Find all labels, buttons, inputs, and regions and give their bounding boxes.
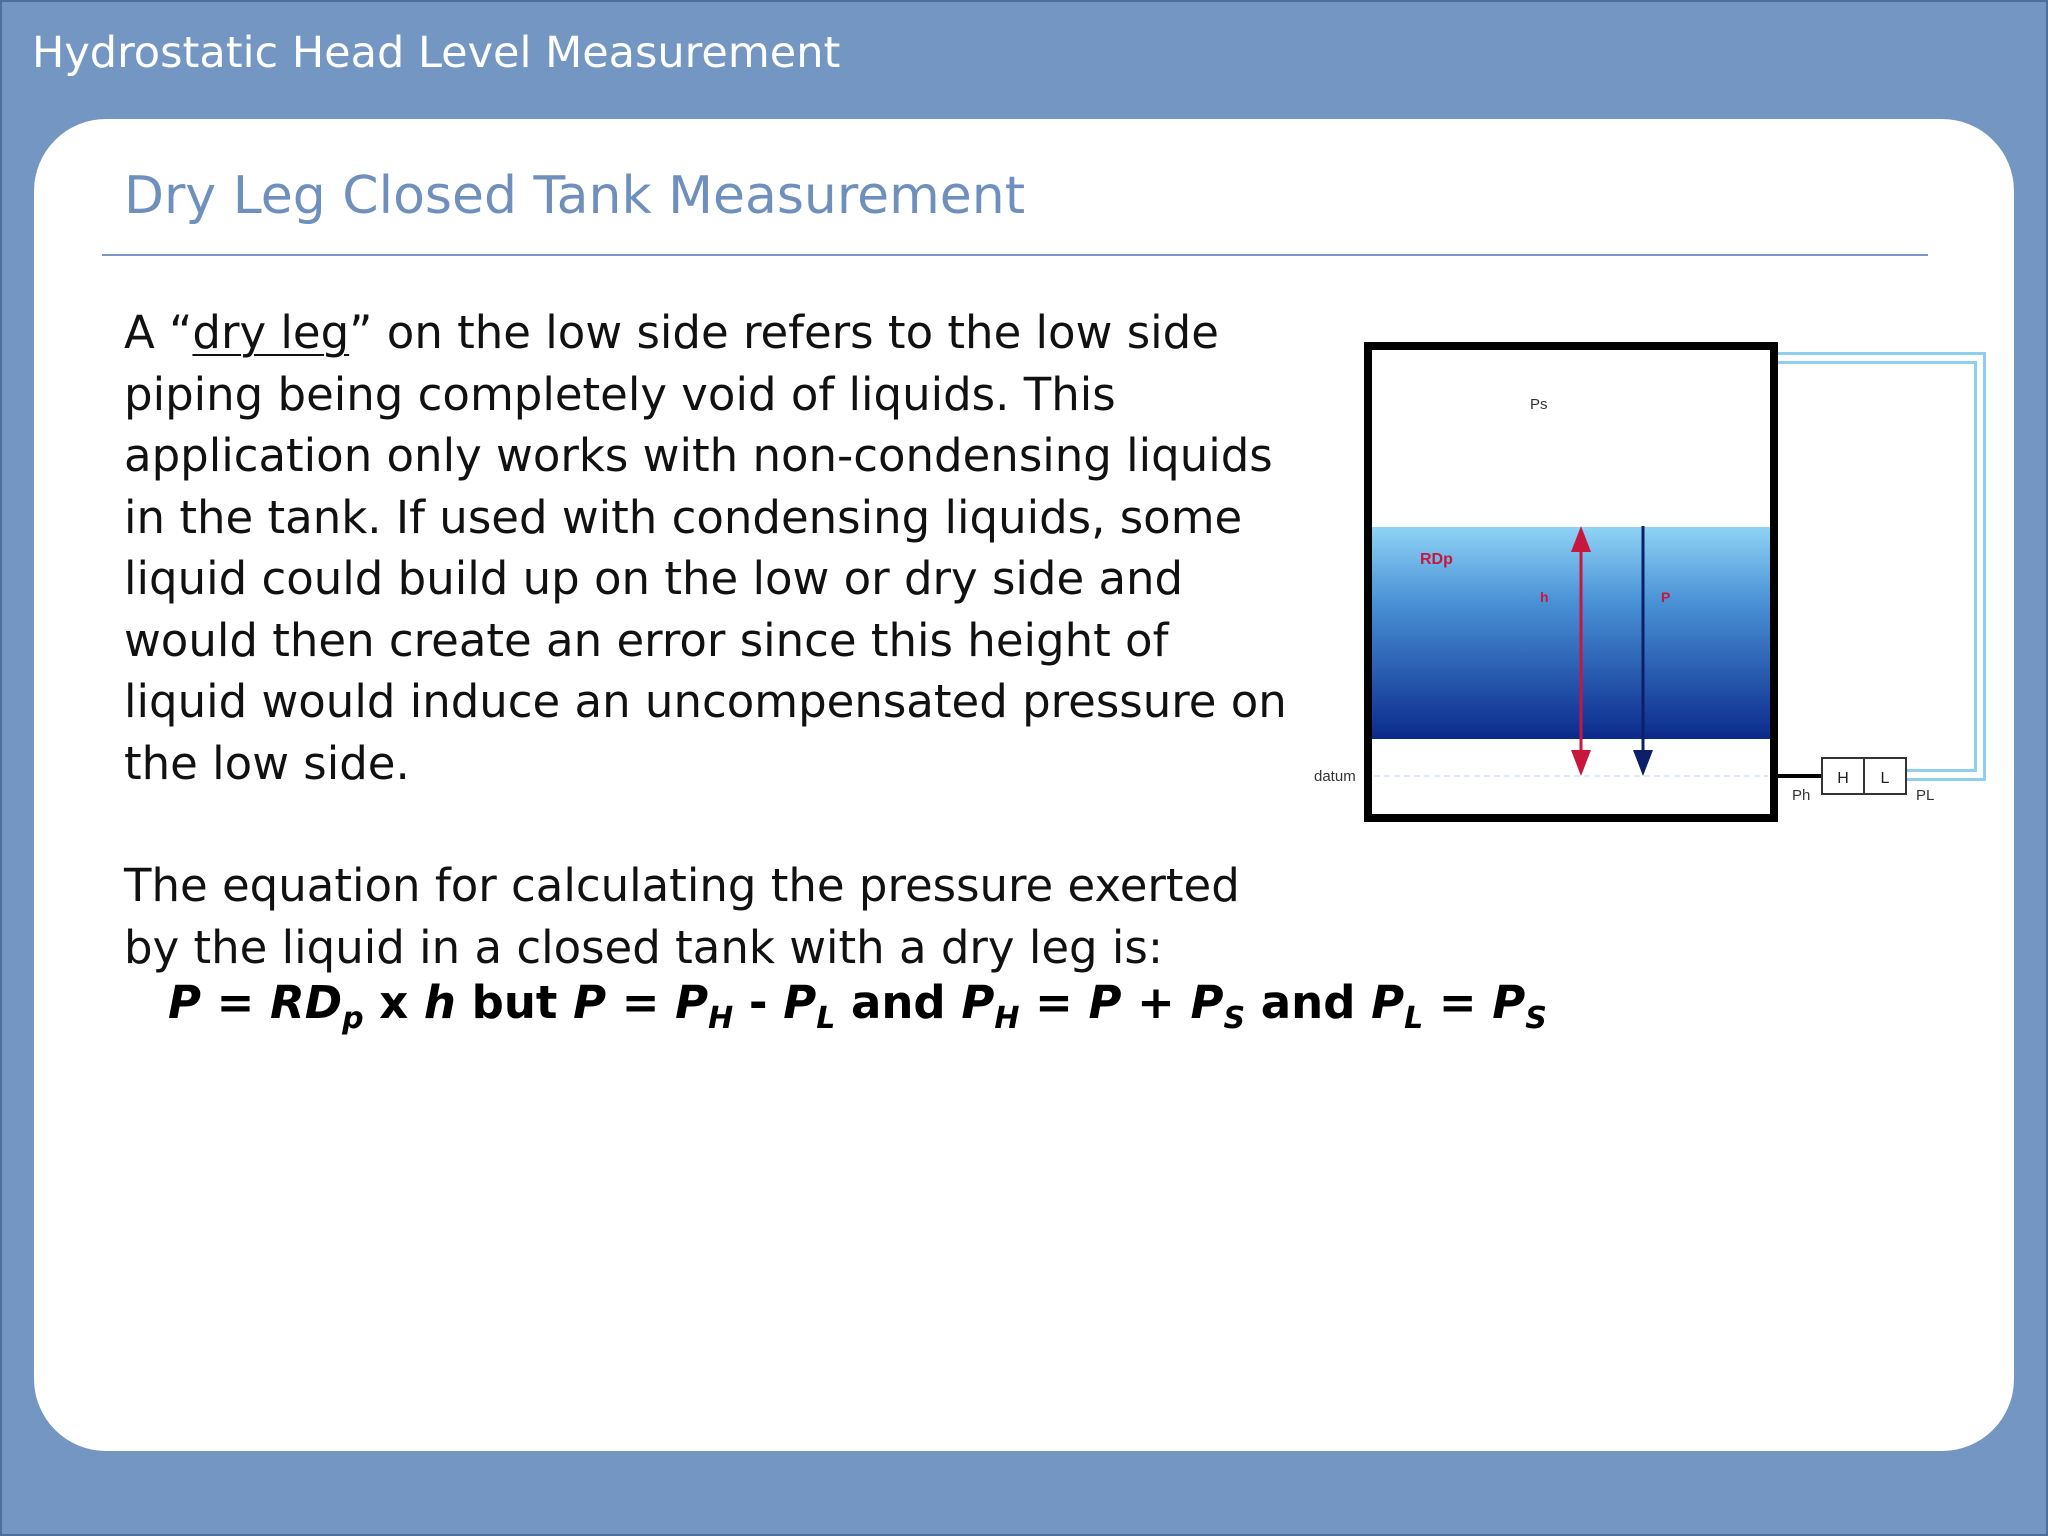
paragraph-dry-leg (124, 302, 1304, 794)
paragraph-suffix: ” on the low side refers to the low side piping being completely void of liquids. This application only works with non-condensing liquids in the tank. If used with condensing liquids, some liquid could build up on the low or dry side and would then create an error since this height of liquid would induce an uncompensated pressure on the low side. (124, 306, 1287, 790)
p-label: P (1661, 589, 1671, 605)
eq-minus: - (748, 976, 768, 1029)
transmitter-l-label: L (1880, 770, 1890, 787)
eq-ph: P (675, 976, 709, 1029)
eq-ps-sub: S (1525, 1001, 1547, 1036)
body-text (124, 302, 1304, 978)
eq-ps: P (1492, 976, 1526, 1029)
eq-and: and (851, 976, 946, 1029)
eq-h: h (423, 976, 456, 1029)
eq-p: P (168, 976, 201, 1029)
eq-ph: P (961, 976, 995, 1029)
eq-p: P (573, 976, 607, 1029)
eq-ps: P (1190, 976, 1224, 1029)
transmitter-h-label: H (1837, 770, 1849, 787)
dry-leg-pipe (1774, 358, 1980, 775)
pressure-equation (168, 976, 1547, 1036)
h-arrow-head-down (1571, 750, 1591, 776)
eq-pl-sub: L (1404, 1001, 1424, 1036)
eq-pl: P (1371, 976, 1405, 1029)
eq-rd-sub: p (342, 1001, 364, 1036)
dry-leg-tank-diagram (1300, 320, 2000, 840)
eq-equals: = (621, 976, 660, 1029)
eq-equals: = (1035, 976, 1073, 1029)
eq-ps-sub: S (1223, 1001, 1246, 1036)
heading-divider (102, 254, 1928, 256)
eq-but: but (471, 976, 558, 1029)
eq-p: P (1088, 976, 1122, 1029)
eq-pl: P (783, 976, 817, 1029)
paragraph-prefix: A “ (124, 306, 193, 359)
eq-and: and (1260, 976, 1356, 1029)
ps-label: Ps (1530, 396, 1548, 413)
pl-label: PL (1916, 787, 1935, 804)
dry-leg-term: dry leg (192, 306, 350, 359)
eq-plus: + (1137, 976, 1175, 1029)
eq-equals: = (216, 976, 255, 1029)
paragraph-equation-intro: The equation for calculating the pressure exerted by the liquid in a closed tank with a dry leg is: (124, 859, 1240, 974)
eq-ph-sub: H (994, 1001, 1020, 1036)
dry-leg-pipe-inner (1774, 358, 1980, 775)
rdp-label: RDp (1420, 551, 1453, 568)
ph-label: Ph (1792, 787, 1811, 804)
slide-heading: Dry Leg Closed Tank Measurement (124, 166, 1026, 226)
eq-equals: = (1438, 976, 1477, 1029)
h-label: h (1540, 589, 1549, 605)
eq-pl-sub: L (816, 1001, 836, 1036)
eq-times: x (379, 976, 409, 1029)
eq-ph-sub: H (708, 1001, 734, 1036)
eq-rd: RD (270, 976, 343, 1029)
datum-label: datum (1314, 768, 1356, 785)
slide-section-title: Hydrostatic Head Level Measurement (32, 28, 841, 78)
p-arrow-head (1633, 750, 1653, 776)
